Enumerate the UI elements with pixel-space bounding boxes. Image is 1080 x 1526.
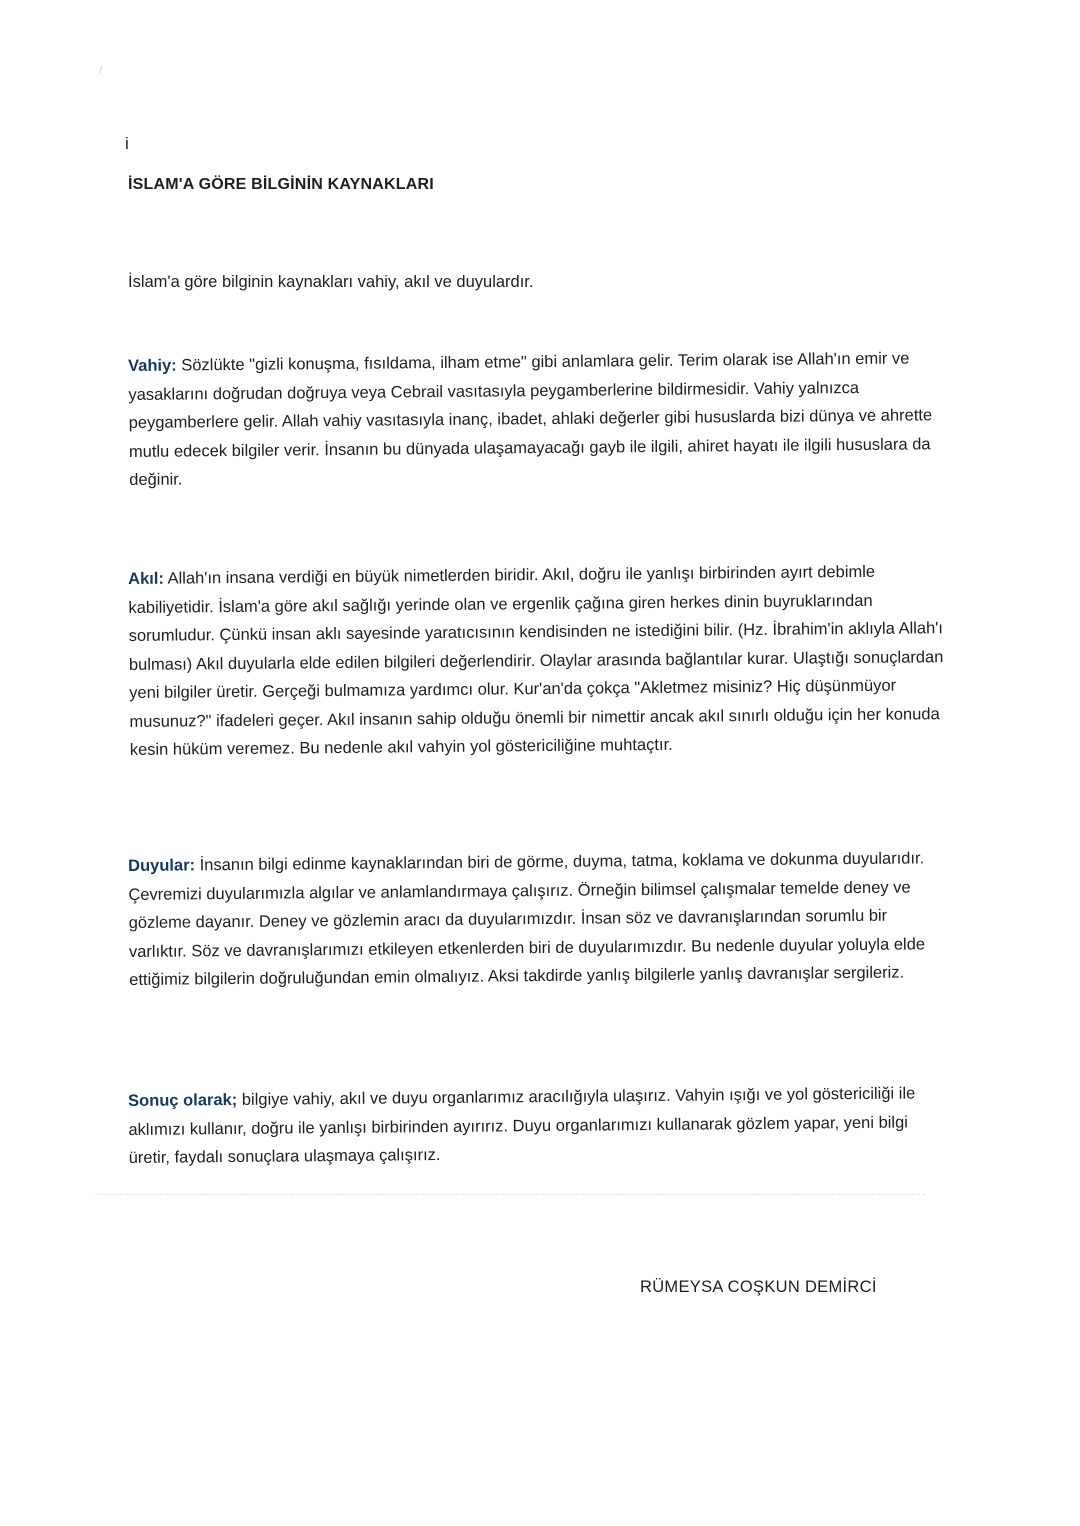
scan-speck xyxy=(99,66,105,75)
intro-paragraph: İslam'a göre bilginin kaynakları vahiy, akıl ve duyulardır. xyxy=(128,273,534,291)
section-duyular xyxy=(128,844,949,994)
section-vahiy-text: Sözlükte "gizli konuşma, fısıldama, ilham etme" gibi anlamlara gelir. Terim olarak ise Allah'ın emir ve yasaklarını doğrudan doğruya veya Cebrail vasıtasıyla peygamberlerine bildirmesidir. Vahiy yalnızca peygamberlere gelir. Allah vahiy vasıtasıyla inanç, ibadet, ahlaki değerler gibi hususlarda bizi dünya ve ahrette mutlu edecek bilgiler verir. İnsanın bu dünyada ulaşamayacağı gayb ile ilgili, ahiret hayatı ile ilgili hususlara da değinir. xyxy=(128,349,933,489)
section-akil-text: Allah'ın insana verdiği en büyük nimetlerden biridir. Akıl, doğru ile yanlışı birbirinden ayırt debimle kabiliyetidir. İslam'a göre akıl sağlığı yerinde olan ve ergenlik çağına giren herkes dinin buyruklarından sorumludur. Çünkü insan aklı sayesinde yaratıcısının kendisinden ne istediğini bilir. (Hz. İbrahim'in aklıyla Allah'ı bulması) Akıl duyularla elde edilen bilgileri değerlendirir. Olaylar arasında bağlantılar kurar. Ulaştığı sonuçlardan yeni bilgiler üretir. Gerçeği bulmamıza yardımcı olur. Kur'an'da çokça "Akletmez misiniz? Hiç düşünmüyor musunuz?" ifadeleri geçer. Akıl insanın sahip olduğu önemli bir nimettir ancak akıl sınırlı olduğu için her konuda kesin hüküm veremez. Bu nedenle akıl vahyin yol göstericiliğine muhtaçtır. xyxy=(128,562,944,759)
scan-artifact-line xyxy=(95,1194,925,1195)
section-sonuc-text: bilgiye vahiy, akıl ve duyu organlarımız aracılığıyla ulaşırız. Vahyin ışığı ve yol göstericiliği ile aklımızı kullanır, doğru ile yanlışı birbirinden ayırırız. Duyu organlarımızı kullanarak gözlem yapar, yeni bilgi üretir, faydalı sonuçlara ulaşmaya çalışırız. xyxy=(128,1084,916,1167)
section-akil-term: Akıl: xyxy=(128,569,164,588)
document-title: İSLAM'A GÖRE BİLGİNİN KAYNAKLARI xyxy=(128,176,434,193)
section-sonuc xyxy=(128,1079,949,1172)
section-akil xyxy=(128,557,950,764)
page-mark: i xyxy=(125,134,129,153)
section-duyular-term: Duyular: xyxy=(128,856,196,875)
section-duyular-text: İnsanın bilgi edinme kaynaklarından biri de görme, duyma, tatma, koklama ve dokunma duyularıdır. Çevremizi duyularımızla algılar ve anlamlandırmaya çalışırız. Örneğin bilimsel çalışmalar temelde deney ve gözleme dayanır. Deney ve gözlemin aracı da duyularımızdır. İnsan söz ve davranışlarından sorumlu bir varlıktır. Söz ve davranışlarımızı etkileyen etkenlerden biri de duyularımızdır. Bu nedenle duyular yoluyla elde ettiğimiz bilgilerin doğruluğundan emin olmalıyız. Aksi takdirde yanlış bilgilerle yanlış davranışlar sergileriz. xyxy=(128,849,926,989)
section-vahiy-term: Vahiy: xyxy=(128,356,177,375)
section-vahiy xyxy=(128,344,949,494)
author-name: RÜMEYSA COŞKUN DEMİRCİ xyxy=(640,1278,877,1296)
section-sonuc-term: Sonuç olarak; xyxy=(128,1090,238,1110)
